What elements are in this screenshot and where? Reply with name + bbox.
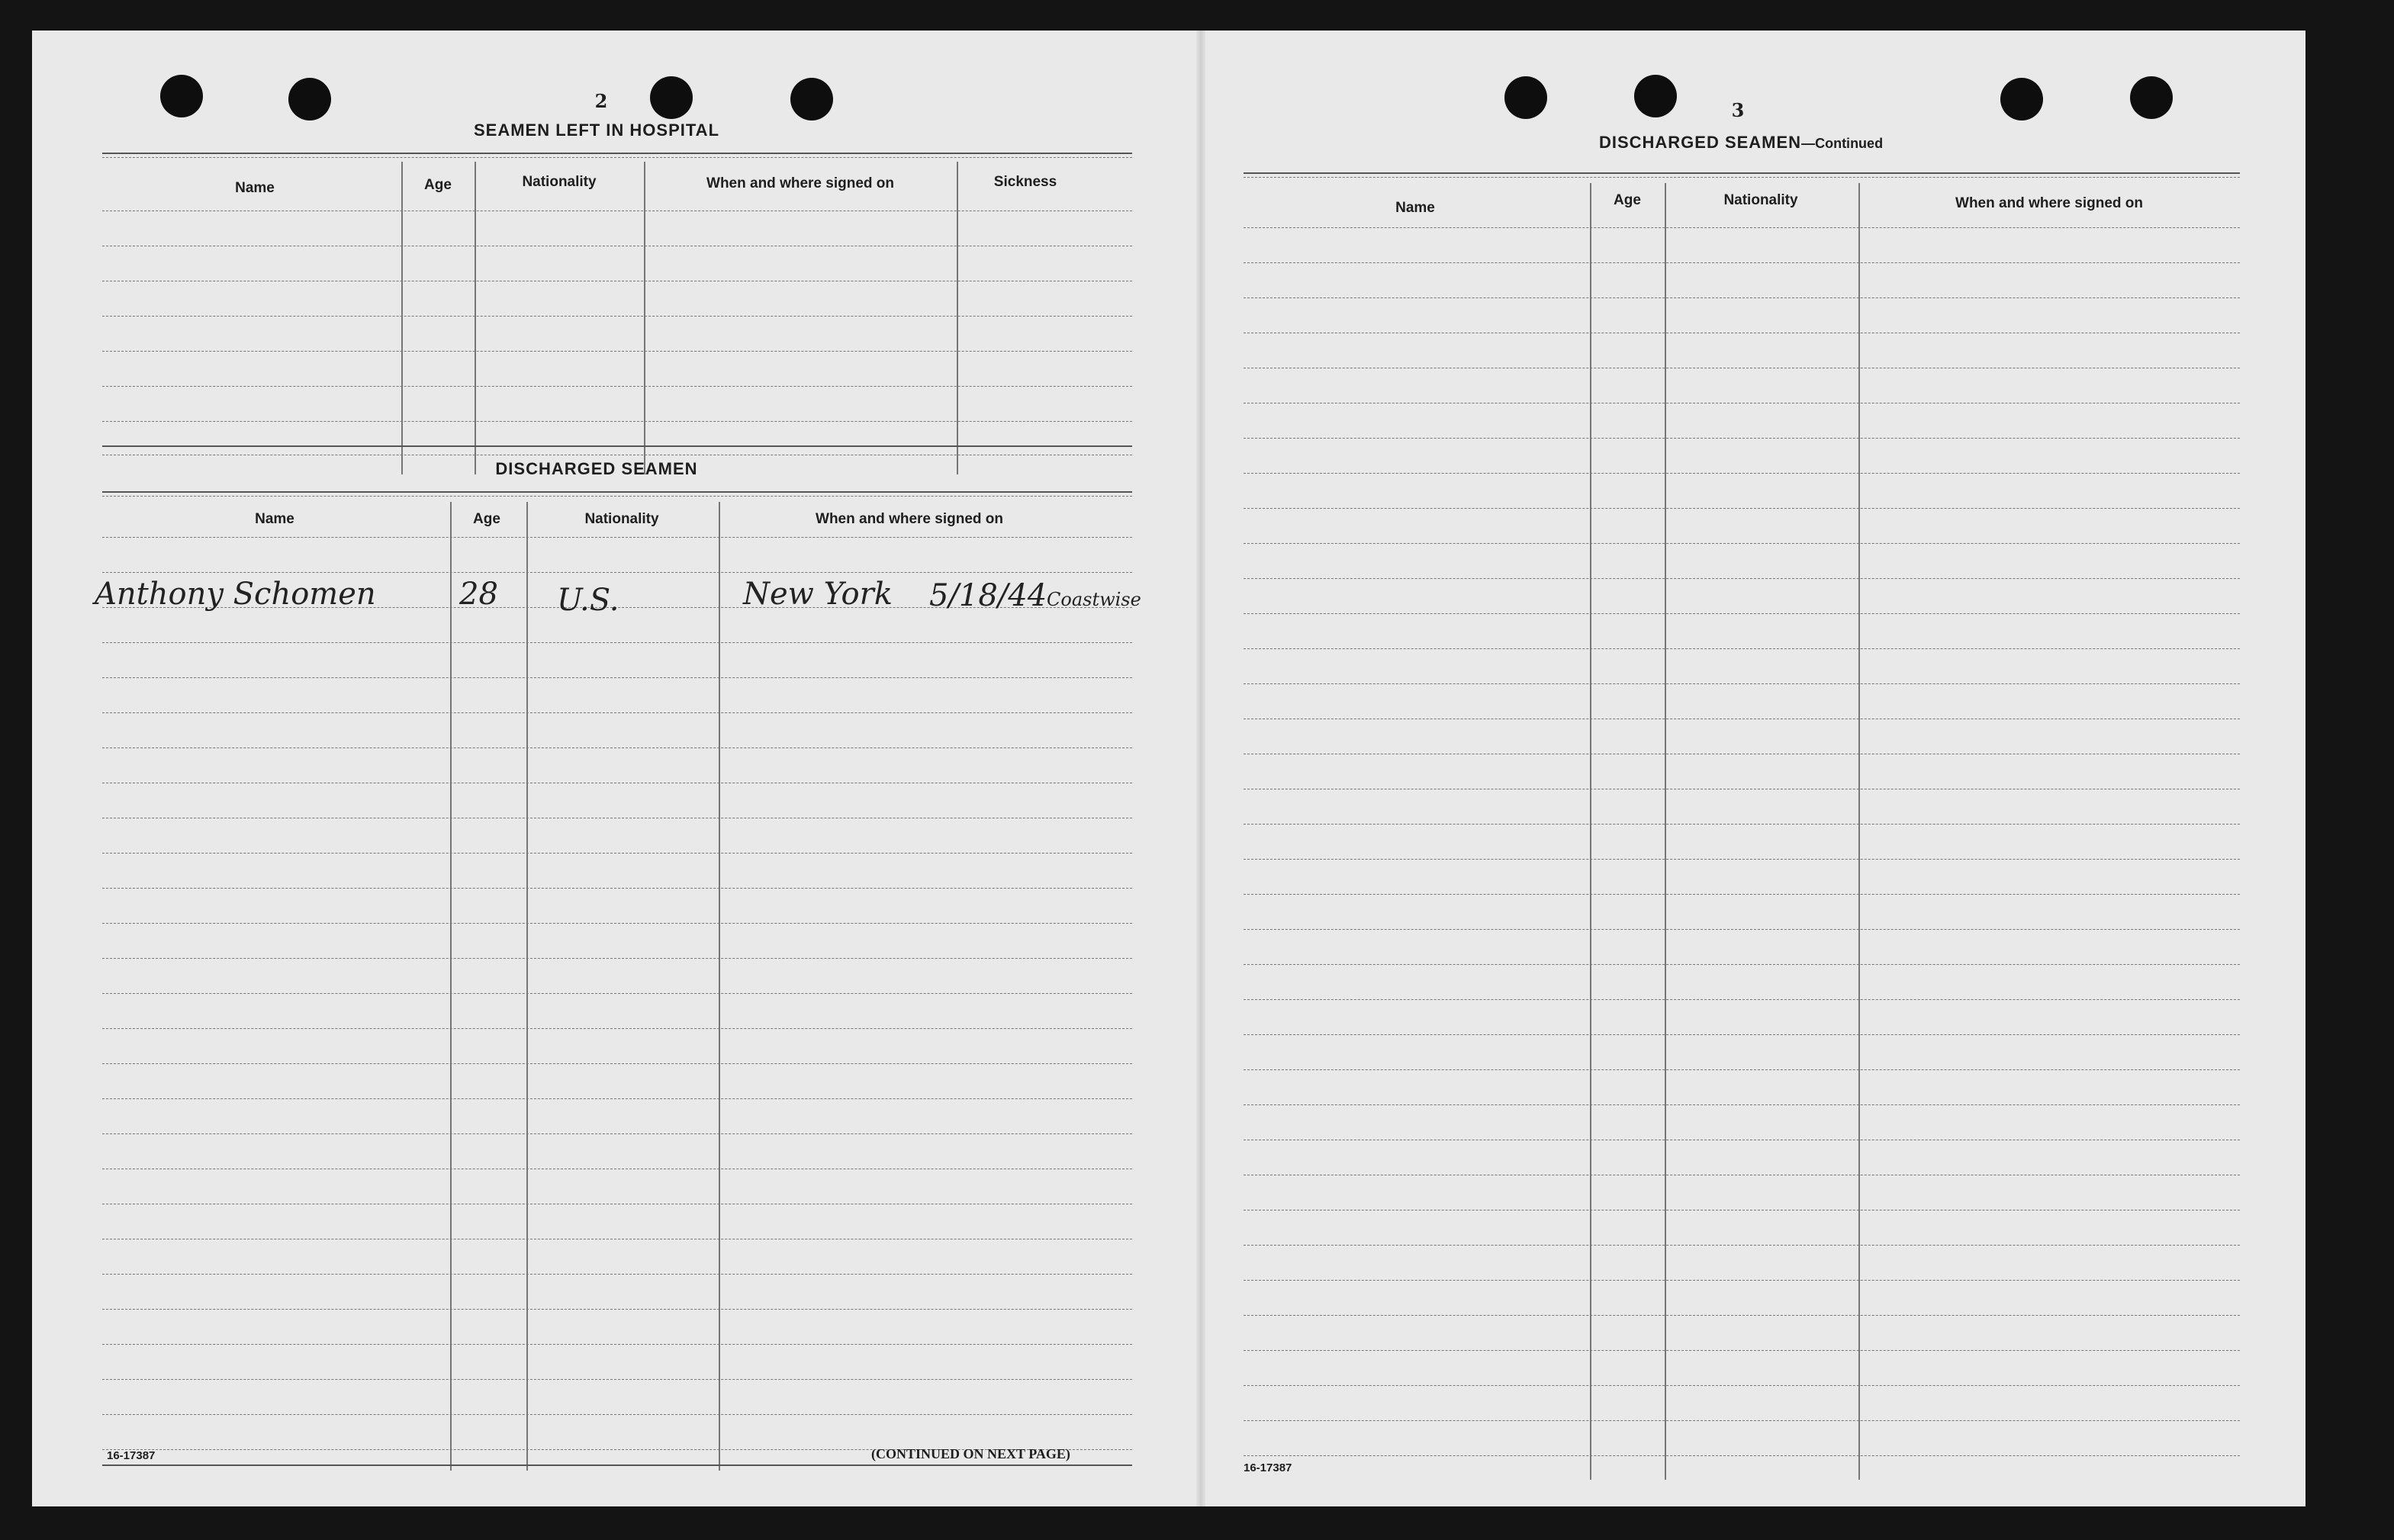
- table-row: [102, 853, 1132, 854]
- column-divider: [450, 502, 452, 1471]
- punch-hole: [2130, 76, 2173, 119]
- column-header-signed-on: When and where signed on: [816, 511, 1003, 527]
- column-header-signed-on: When and where signed on: [706, 175, 894, 191]
- column-header-name: Name: [235, 180, 275, 196]
- table-row: [1244, 297, 2240, 298]
- table-row: [1244, 648, 2240, 649]
- table-row: [102, 1274, 1132, 1275]
- table-row: [1244, 508, 2240, 509]
- column-header-sickness: Sickness: [993, 174, 1057, 190]
- table-row: [1244, 1315, 2240, 1316]
- seaman-age: 28: [459, 577, 498, 612]
- rule: [1244, 172, 2240, 174]
- table-row: [102, 642, 1132, 643]
- column-divider: [1665, 183, 1666, 1480]
- table-row: [102, 993, 1132, 994]
- punch-hole: [1634, 75, 1677, 117]
- table-row: [1244, 473, 2240, 474]
- table-row: [102, 351, 1132, 352]
- rule: [102, 1464, 1132, 1466]
- table-row: [1244, 1420, 2240, 1421]
- column-header-age: Age: [424, 177, 452, 193]
- column-header-age: Age: [473, 511, 500, 527]
- signed-on-place: New York: [743, 577, 893, 612]
- table-row: [1244, 1350, 2240, 1351]
- table-row: [1244, 1069, 2240, 1070]
- page-fold: [1196, 31, 1205, 1506]
- rule: [102, 157, 1132, 158]
- table-row: [102, 537, 1132, 538]
- table-row: [102, 677, 1132, 678]
- table-row: [1244, 929, 2240, 930]
- column-divider: [526, 502, 528, 1471]
- column-divider: [475, 162, 476, 474]
- hospital-section-title: SEAMEN LEFT IN HOSPITAL: [473, 121, 720, 140]
- column-header-nationality: Nationality: [1723, 192, 1798, 208]
- table-row: [1244, 683, 2240, 684]
- table-row: [102, 421, 1132, 422]
- table-row: [1244, 543, 2240, 544]
- rule: [102, 445, 1132, 447]
- table-row: [1244, 262, 2240, 263]
- table-row: [1244, 1104, 2240, 1105]
- title-suffix: —Continued: [1801, 136, 1884, 151]
- table-row: [1244, 824, 2240, 825]
- discharged-section-title: DISCHARGED SEAMEN: [495, 459, 698, 478]
- title-main: DISCHARGED SEAMEN: [1598, 133, 1802, 152]
- punch-hole: [2000, 78, 2043, 121]
- signed-on-date: 5/18/44: [929, 578, 1047, 613]
- table-row: [102, 1309, 1132, 1310]
- table-row: [102, 1344, 1132, 1345]
- table-row: [1244, 578, 2240, 579]
- column-header-signed-on: When and where signed on: [1955, 195, 2143, 211]
- column-header-nationality: Nationality: [584, 511, 659, 527]
- table-row: [102, 747, 1132, 748]
- seaman-name: Anthony Schomen: [95, 577, 376, 612]
- table-row: [102, 572, 1132, 573]
- table-row: [1244, 1385, 2240, 1386]
- form-number: 16-17387: [107, 1449, 156, 1462]
- table-row: [102, 712, 1132, 713]
- table-row: [102, 1133, 1132, 1134]
- rule: [102, 491, 1132, 493]
- column-divider: [401, 162, 403, 474]
- rule: [102, 153, 1132, 154]
- table-row: [102, 1063, 1132, 1064]
- table-row: [1244, 1245, 2240, 1246]
- table-row: [1244, 1455, 2240, 1456]
- column-divider: [1590, 183, 1591, 1480]
- table-row: [1244, 859, 2240, 860]
- table-row: [1244, 1034, 2240, 1035]
- page-number: 3: [1731, 99, 1745, 121]
- column-divider: [719, 502, 720, 1471]
- column-divider: [957, 162, 958, 474]
- table-row: [102, 888, 1132, 889]
- table-row: [102, 923, 1132, 924]
- table-row: [1244, 613, 2240, 614]
- column-divider: [1858, 183, 1860, 1480]
- form-number: 16-17387: [1244, 1461, 1292, 1474]
- column-divider: [644, 162, 645, 474]
- rule: [1244, 177, 2240, 178]
- signed-on-note: Coastwise: [1047, 589, 1141, 610]
- ledger-sheet: [32, 31, 2306, 1506]
- page-number: 2: [594, 90, 608, 112]
- column-header-age: Age: [1614, 192, 1641, 208]
- table-row: [1244, 999, 2240, 1000]
- table-row: [102, 1414, 1132, 1415]
- table-row: [1244, 1280, 2240, 1281]
- table-row: [102, 1028, 1132, 1029]
- table-row: [1244, 964, 2240, 965]
- table-row: [1244, 894, 2240, 895]
- punch-hole: [288, 78, 331, 121]
- table-row: [1244, 227, 2240, 228]
- table-row: [1244, 438, 2240, 439]
- column-header-name: Name: [255, 511, 294, 527]
- column-header-name: Name: [1395, 200, 1435, 216]
- table-row: [102, 1098, 1132, 1099]
- punch-hole: [1504, 76, 1547, 119]
- table-row: [102, 958, 1132, 959]
- rule: [102, 496, 1132, 497]
- table-row: [102, 1379, 1132, 1380]
- continued-note: (CONTINUED ON NEXT PAGE): [871, 1446, 1070, 1461]
- column-header-nationality: Nationality: [522, 174, 597, 190]
- right-section-title: [1550, 133, 1932, 153]
- punch-hole: [160, 75, 203, 117]
- table-row: [102, 316, 1132, 317]
- seaman-nationality: U.S.: [557, 583, 619, 618]
- punch-hole: [790, 78, 833, 121]
- punch-hole: [650, 76, 693, 119]
- table-row: [102, 386, 1132, 387]
